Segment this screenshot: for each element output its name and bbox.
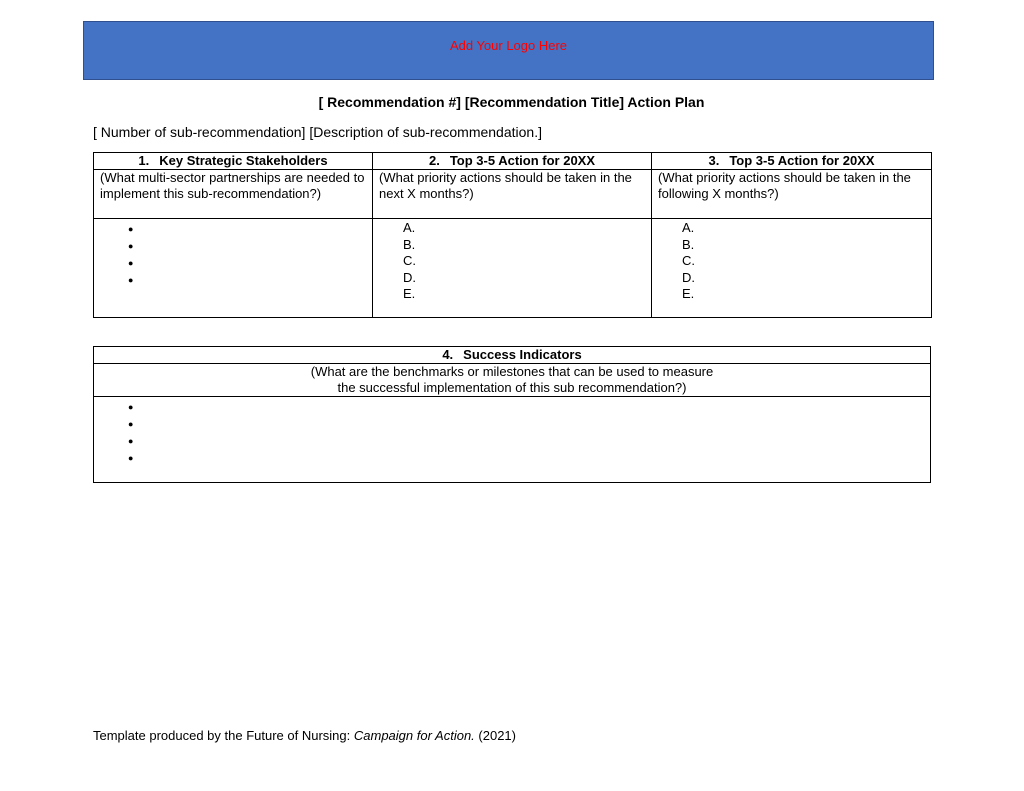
bullet-item	[100, 238, 366, 255]
stakeholder-entries[interactable]	[94, 219, 373, 318]
header-success-indicators: 4. Success Indicators	[94, 347, 931, 364]
bullet-item	[100, 272, 366, 289]
table-entry-row	[94, 219, 932, 318]
list-item: E.	[403, 286, 416, 301]
table-description-row	[94, 170, 932, 219]
list-item: B.	[682, 236, 695, 252]
list-item: C.	[682, 253, 695, 268]
sub-recommendation-line: [ Number of sub-recommendation] [Description of sub-recommendation.]	[93, 124, 542, 140]
footer-campaign-name: Campaign for Action.	[353, 728, 475, 743]
table-header-row	[94, 347, 931, 364]
header-top-actions-1: 2. Top 3-5 Action for 20XX	[373, 153, 652, 170]
document-title: [ Recommendation #] [Recommendation Title] Action Plan	[318, 94, 705, 110]
list-item: E.	[682, 286, 695, 301]
bullet-item	[100, 433, 924, 450]
list-item: D.	[403, 269, 416, 285]
description-actions-2: (What priority actions should be taken in the following X months?)	[652, 170, 932, 219]
action-plan-table	[93, 152, 932, 318]
bullet-item	[100, 416, 924, 433]
list-item: B.	[403, 236, 416, 252]
table-entry-row	[94, 397, 931, 483]
bullet-item	[100, 221, 366, 238]
list-item: C.	[403, 253, 416, 268]
success-indicators-table	[93, 346, 931, 483]
logo-placeholder	[83, 21, 934, 80]
bullet-item	[100, 450, 924, 467]
description-stakeholders: (What multi-sector partnerships are needed to implement this sub-recommendation?)	[94, 170, 373, 219]
action-entries-1[interactable]	[373, 219, 652, 318]
success-indicator-entries[interactable]	[94, 397, 931, 483]
list-item: D.	[682, 269, 695, 285]
footer-credit: Template produced by the Future of Nursing: Campaign for Action. (2021)	[93, 728, 516, 743]
list-item: A.	[682, 220, 695, 235]
description-success-indicators: (What are the benchmarks or milestones that can be used to measure the successful implementation of this sub recommendation?)	[94, 364, 931, 397]
bullet-item	[100, 255, 366, 272]
list-item: A.	[403, 220, 416, 235]
action-entries-2[interactable]	[652, 219, 932, 318]
table-description-row	[94, 364, 931, 397]
description-actions-1: (What priority actions should be taken in the next X months?)	[373, 170, 652, 219]
table-header-row	[94, 153, 932, 170]
header-key-stakeholders: 1. Key Strategic Stakeholders	[94, 153, 373, 170]
bullet-item	[100, 399, 924, 416]
header-top-actions-2: 3. Top 3-5 Action for 20XX	[652, 153, 932, 170]
logo-text: Add Your Logo Here	[449, 38, 568, 53]
